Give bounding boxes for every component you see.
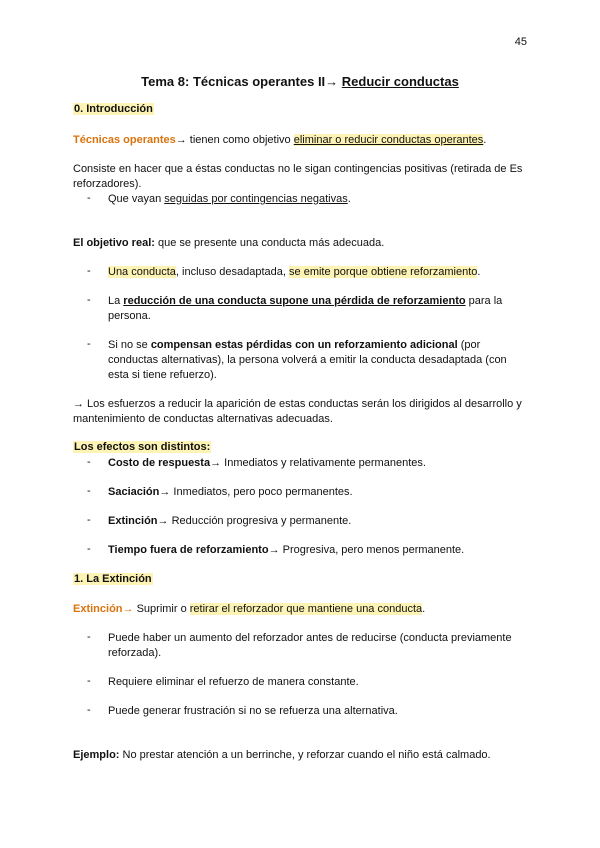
page-title <box>0 74 600 89</box>
section-heading-intro: 0. Introducción <box>74 103 153 115</box>
title-main: Tema 8: Técnicas operantes II→ <box>141 74 342 89</box>
bullet-dash: - <box>87 704 91 716</box>
bullet-dash: - <box>87 675 91 687</box>
bullet-dash: - <box>87 485 91 497</box>
bullet-dash: - <box>87 294 91 306</box>
extincion-bullet: Puede haber un aumento del reforzador antes de reducirse (conducta previamente reforzada). <box>108 632 512 659</box>
title-link: Reducir conductas <box>341 74 459 89</box>
bullet-contingencias: Que vayan seguidas por contingencias negativas. <box>108 193 351 205</box>
efecto-item: Saciación→ Inmediatos, pero poco permanentes. <box>108 486 353 498</box>
efecto-item: Costo de respuesta→ Inmediatos y relativamente permanentes. <box>108 457 426 469</box>
ejemplo-paragraph: Ejemplo: No prestar atención a un berrinche, y reforzar cuando el niño está calmado. <box>73 749 491 761</box>
efecto-item: Extinción→ Reducción progresiva y permanente. <box>108 515 352 527</box>
arrow-paragraph: → Los esfuerzos a reducir la aparición de estas conductas serán los dirigidos al desarrollo y mantenimiento de conductas alternativas adecuadas. <box>73 398 522 425</box>
bullet-compensan: Si no se compensan estas pérdidas con un reforzamiento adicional (por conductas alternativas), la persona volverá a emitir la conducta desadaptada (con esta si tiene refuerzo). <box>108 339 507 381</box>
extincion-bullet: Requiere eliminar el refuerzo de manera constante. <box>108 676 359 688</box>
bullet-reduccion: La reducción de una conducta supone una pérdida de reforzamiento para la persona. <box>108 295 503 322</box>
extincion-bullet: Puede generar frustración si no se refuerza una alternativa. <box>108 705 398 717</box>
bullet-dash: - <box>87 456 91 468</box>
bullet-una-conducta: Una conducta, incluso desadaptada, se emite porque obtiene reforzamiento. <box>108 266 481 278</box>
section-heading-extincion: 1. La Extinción <box>74 573 152 585</box>
term-tecnicas-operantes: Técnicas operantes <box>73 134 176 146</box>
bullet-dash: - <box>87 338 91 350</box>
efectos-heading: Los efectos son distintos: <box>74 441 211 453</box>
consist-paragraph: Consiste en hacer que a éstas conductas no le sigan contingencias positivas (retirada de Es reforzadores). <box>73 163 523 190</box>
extincion-definition: Extinción→ Suprimir o retirar el reforzador que mantiene una conducta. <box>73 603 426 615</box>
bullet-dash: - <box>87 265 91 277</box>
definition-paragraph: Técnicas operantes→ tienen como objetivo eliminar o reducir conductas operantes. <box>73 134 487 146</box>
highlight-eliminar: eliminar o reducir conductas operantes <box>293 134 484 146</box>
bullet-dash: - <box>87 192 91 204</box>
bullet-dash: - <box>87 514 91 526</box>
objetivo-paragraph: El objetivo real: que se presente una conducta más adecuada. <box>73 237 385 249</box>
page-number: 45 <box>514 36 527 48</box>
efecto-item: Tiempo fuera de reforzamiento→ Progresiva, pero menos permanente. <box>108 544 465 556</box>
bullet-dash: - <box>87 543 91 555</box>
bullet-dash: - <box>87 631 91 643</box>
